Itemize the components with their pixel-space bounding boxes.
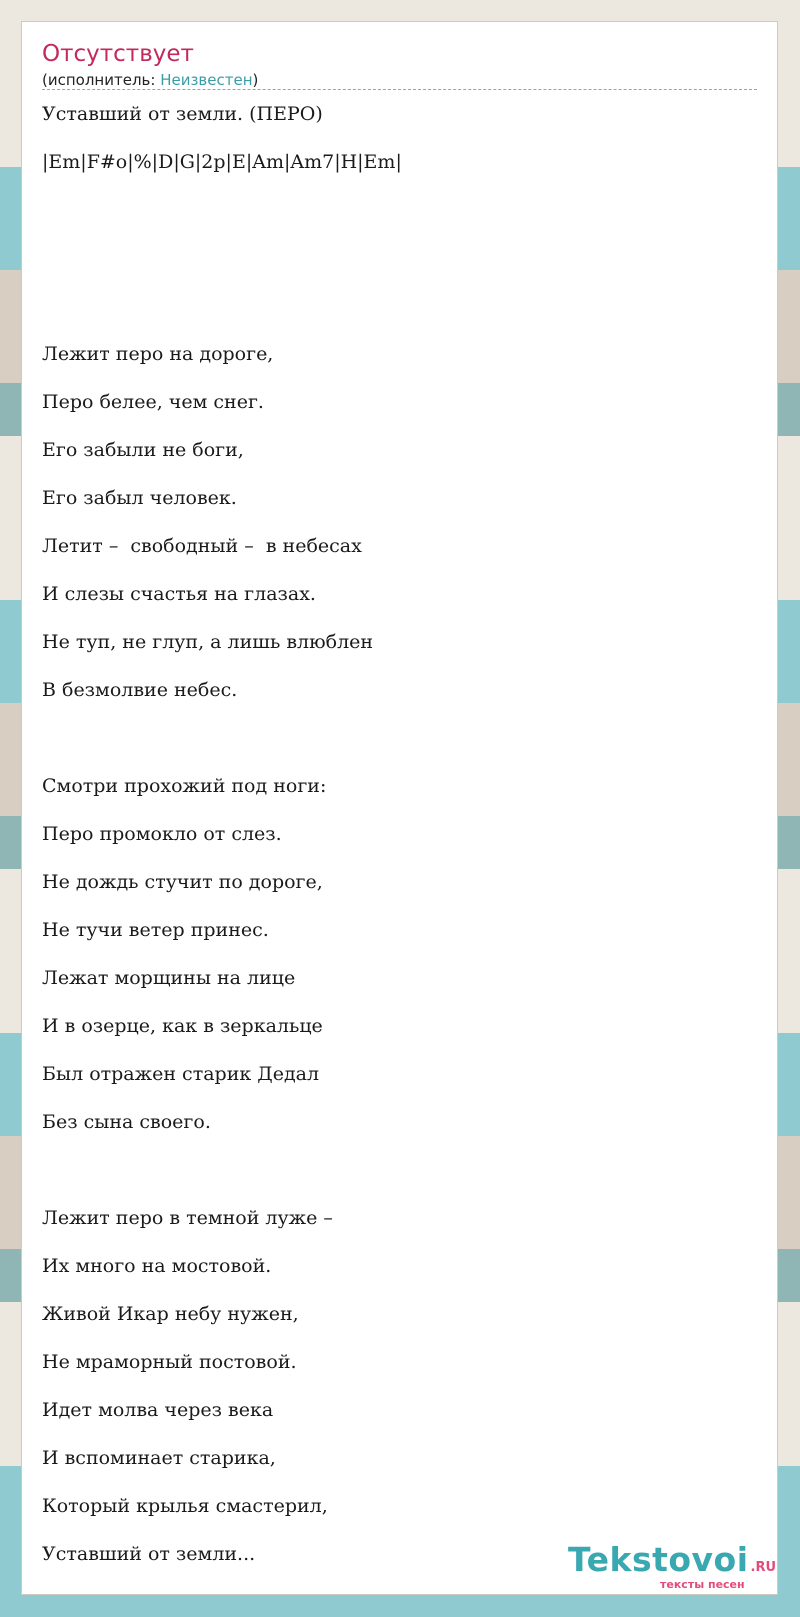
lyric-line: Живой Икар небу нужен, bbox=[42, 1303, 299, 1325]
lyric-line: Не мраморный постовой. bbox=[42, 1351, 297, 1373]
lyric-line: Без сына своего. bbox=[42, 1111, 211, 1133]
artist-suffix: ) bbox=[252, 71, 259, 89]
lyric-line: Их много на мостовой. bbox=[42, 1255, 272, 1277]
lyrics-body bbox=[42, 98, 762, 1586]
lyric-line: Идет молва через века bbox=[42, 1399, 274, 1421]
chord-line: |Em|F#o|%|D|G|2p|E|Am|Am7|H|Em| bbox=[42, 151, 402, 173]
lyric-line: И вспоминает старика, bbox=[42, 1447, 276, 1469]
title-divider bbox=[42, 89, 757, 90]
lyric-line: Летит – свободный – в небесах bbox=[42, 535, 362, 557]
verse-spacer bbox=[42, 1154, 762, 1202]
lyric-line: Был отражен старик Дедал bbox=[42, 1063, 320, 1085]
lyric-line: Его забыли не боги, bbox=[42, 439, 244, 461]
site-logo[interactable] bbox=[568, 1540, 777, 1591]
lyric-line: Перо белее, чем снег. bbox=[42, 391, 264, 413]
artist-line bbox=[42, 71, 258, 89]
lyric-line: Не тучи ветер принес. bbox=[42, 919, 269, 941]
lyrics-card bbox=[21, 21, 778, 1595]
lyric-line: Не дождь стучит по дороге, bbox=[42, 871, 323, 893]
lyric-line: Не туп, не глуп, а лишь влюблен bbox=[42, 631, 374, 653]
lyric-line: Уставший от земли... bbox=[42, 1543, 256, 1565]
lyric-line: Его забыл человек. bbox=[42, 487, 237, 509]
lyric-line: Лежит перо в темной луже – bbox=[42, 1207, 333, 1229]
lyric-line: Смотри прохожий под ноги: bbox=[42, 775, 327, 797]
lyric-line: В безмолвие небес. bbox=[42, 679, 238, 701]
lyric-line: Перо промокло от слез. bbox=[42, 823, 282, 845]
logo-tld: .RU bbox=[750, 1560, 777, 1575]
lyric-line: Который крылья смастерил, bbox=[42, 1495, 328, 1517]
lyric-line: И слезы счастья на глазах. bbox=[42, 583, 316, 605]
song-title: Отсутствует bbox=[42, 41, 194, 67]
lyrics-heading: Уставший от земли. (ПЕРО) bbox=[42, 103, 323, 125]
artist-link[interactable]: Неизвестен bbox=[160, 71, 253, 89]
artist-prefix: (исполнитель: bbox=[42, 71, 161, 89]
verse-spacer bbox=[42, 722, 762, 770]
lyric-line: Лежат морщины на лице bbox=[42, 967, 296, 989]
lyric-line: И в озерце, как в зеркальце bbox=[42, 1015, 323, 1037]
logo-name: Tekstovoi bbox=[568, 1540, 749, 1579]
logo-tagline: тексты песен bbox=[660, 1578, 745, 1591]
lyric-line: Лежит перо на дороге, bbox=[42, 343, 274, 365]
lyrics-spacer bbox=[42, 194, 762, 338]
